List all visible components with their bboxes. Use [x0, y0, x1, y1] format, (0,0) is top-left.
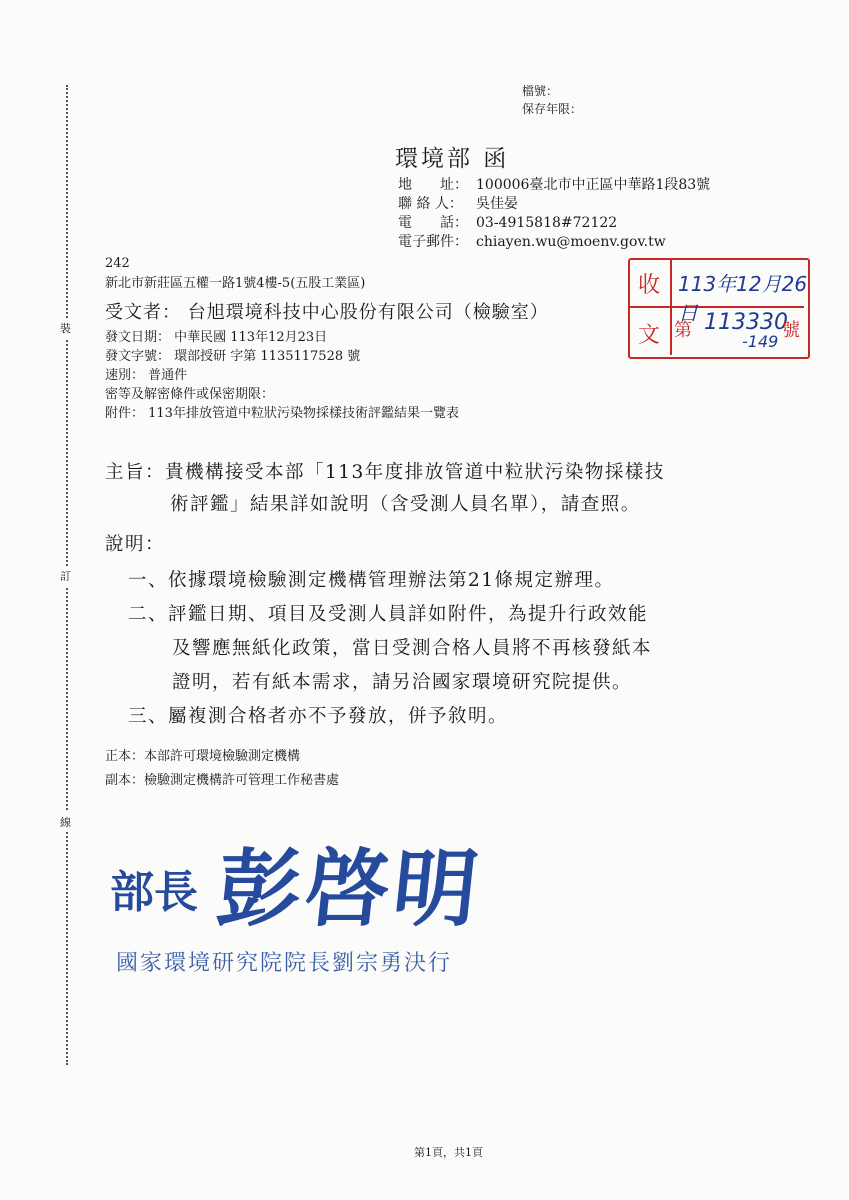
sender-email-row: [398, 233, 710, 252]
email-label: 電子郵件：: [398, 234, 468, 250]
delivery-speed: 速別： 普通件: [105, 368, 188, 383]
delegate-authority: 國家環境研究院院長劉宗勇決行: [116, 951, 453, 976]
retention-label: 保存年限：: [522, 102, 583, 116]
binding-mark-zhuang: 裝: [60, 318, 71, 338]
issue-reference: 發文字號： 環部授研 字第 1135117528 號: [105, 349, 361, 364]
recipient-name: 受文者： 台旭環境科技中心股份有限公司（檢驗室）: [105, 302, 549, 323]
binding-mark-xian: 線: [60, 812, 71, 832]
receipt-stamp: [628, 258, 810, 359]
sender-block: [398, 176, 710, 252]
phone-label: 電 話：: [398, 215, 468, 231]
explanation-heading: 說明：: [105, 534, 166, 555]
sender-phone-row: [398, 214, 710, 233]
document-info: [105, 328, 459, 423]
stamp-number: 113330: [704, 310, 788, 335]
explanation-item-continued: 及響應無紙化政策，當日受測合格人員將不再核發紙本: [172, 638, 653, 659]
issue-date: 發文日期： 中華民國 113年12月23日: [105, 330, 328, 345]
address-label: 地 址：: [398, 177, 468, 193]
subject-line-1: 主旨：貴機構接受本部「113年度排放管道中粒狀污染物採樣技: [105, 462, 665, 483]
carbon-copy: 副本：檢驗測定機構許可管理工作秘書處: [105, 773, 340, 788]
main-recipients: 正本：本部許可環境檢驗測定機構: [105, 749, 301, 764]
email-value: chiayen.wu@moenv.gov.tw: [476, 234, 666, 250]
file-number-label: 檔號：: [522, 84, 559, 98]
subject-line-2: 術評鑑」結果詳如說明（含受測人員名單），請查照。: [170, 494, 641, 515]
explanation-item-continued: 證明，若有紙本需求，請另洽國家環境研究院提供。: [172, 672, 633, 693]
contact-label: 聯 絡 人：: [398, 196, 463, 212]
stamp-received-char: 收: [638, 273, 661, 298]
signature-title: 部長: [110, 867, 198, 918]
sender-address-row: [398, 176, 710, 195]
stamp-doc-char: 文: [638, 323, 661, 348]
secrecy-level: 密等及解密條件或保密期限：: [105, 387, 275, 402]
contact-value: 吳佳晏: [476, 196, 518, 212]
binding-mark-ding: 訂: [60, 566, 71, 586]
explanation-item: 一、依據環境檢驗測定機構管理辦法第21條規定辦理。: [128, 570, 615, 591]
page-number: 第1頁，共1頁: [414, 1146, 483, 1159]
signature-name: 彭啓明: [212, 839, 487, 938]
stamp-date: 113年12月26日: [678, 272, 808, 325]
recipient-postal-code: 242: [105, 256, 130, 271]
explanation-item: 三、屬複測合格者亦不予發放，併予敘明。: [128, 706, 509, 727]
stamp-no-prefix: 第: [674, 320, 692, 341]
recipient-address: 新北市新莊區五權一路1號4樓-5(五股工業區): [105, 276, 366, 291]
document-title: 環境部 函: [395, 146, 510, 172]
stamp-extra-number: -149: [742, 332, 779, 351]
stamp-no-suffix: 號: [782, 320, 800, 341]
phone-value: 03-4915818#72122: [476, 215, 618, 231]
sender-contact-row: [398, 195, 710, 214]
address-value: 100006臺北市中正區中華路1段83號: [476, 177, 711, 193]
explanation-item: 二、評鑑日期、項目及受測人員詳如附件，為提升行政效能: [128, 604, 649, 625]
attachment: 附件： 113年排放管道中粒狀污染物採樣技術評鑑結果一覽表: [105, 406, 459, 421]
